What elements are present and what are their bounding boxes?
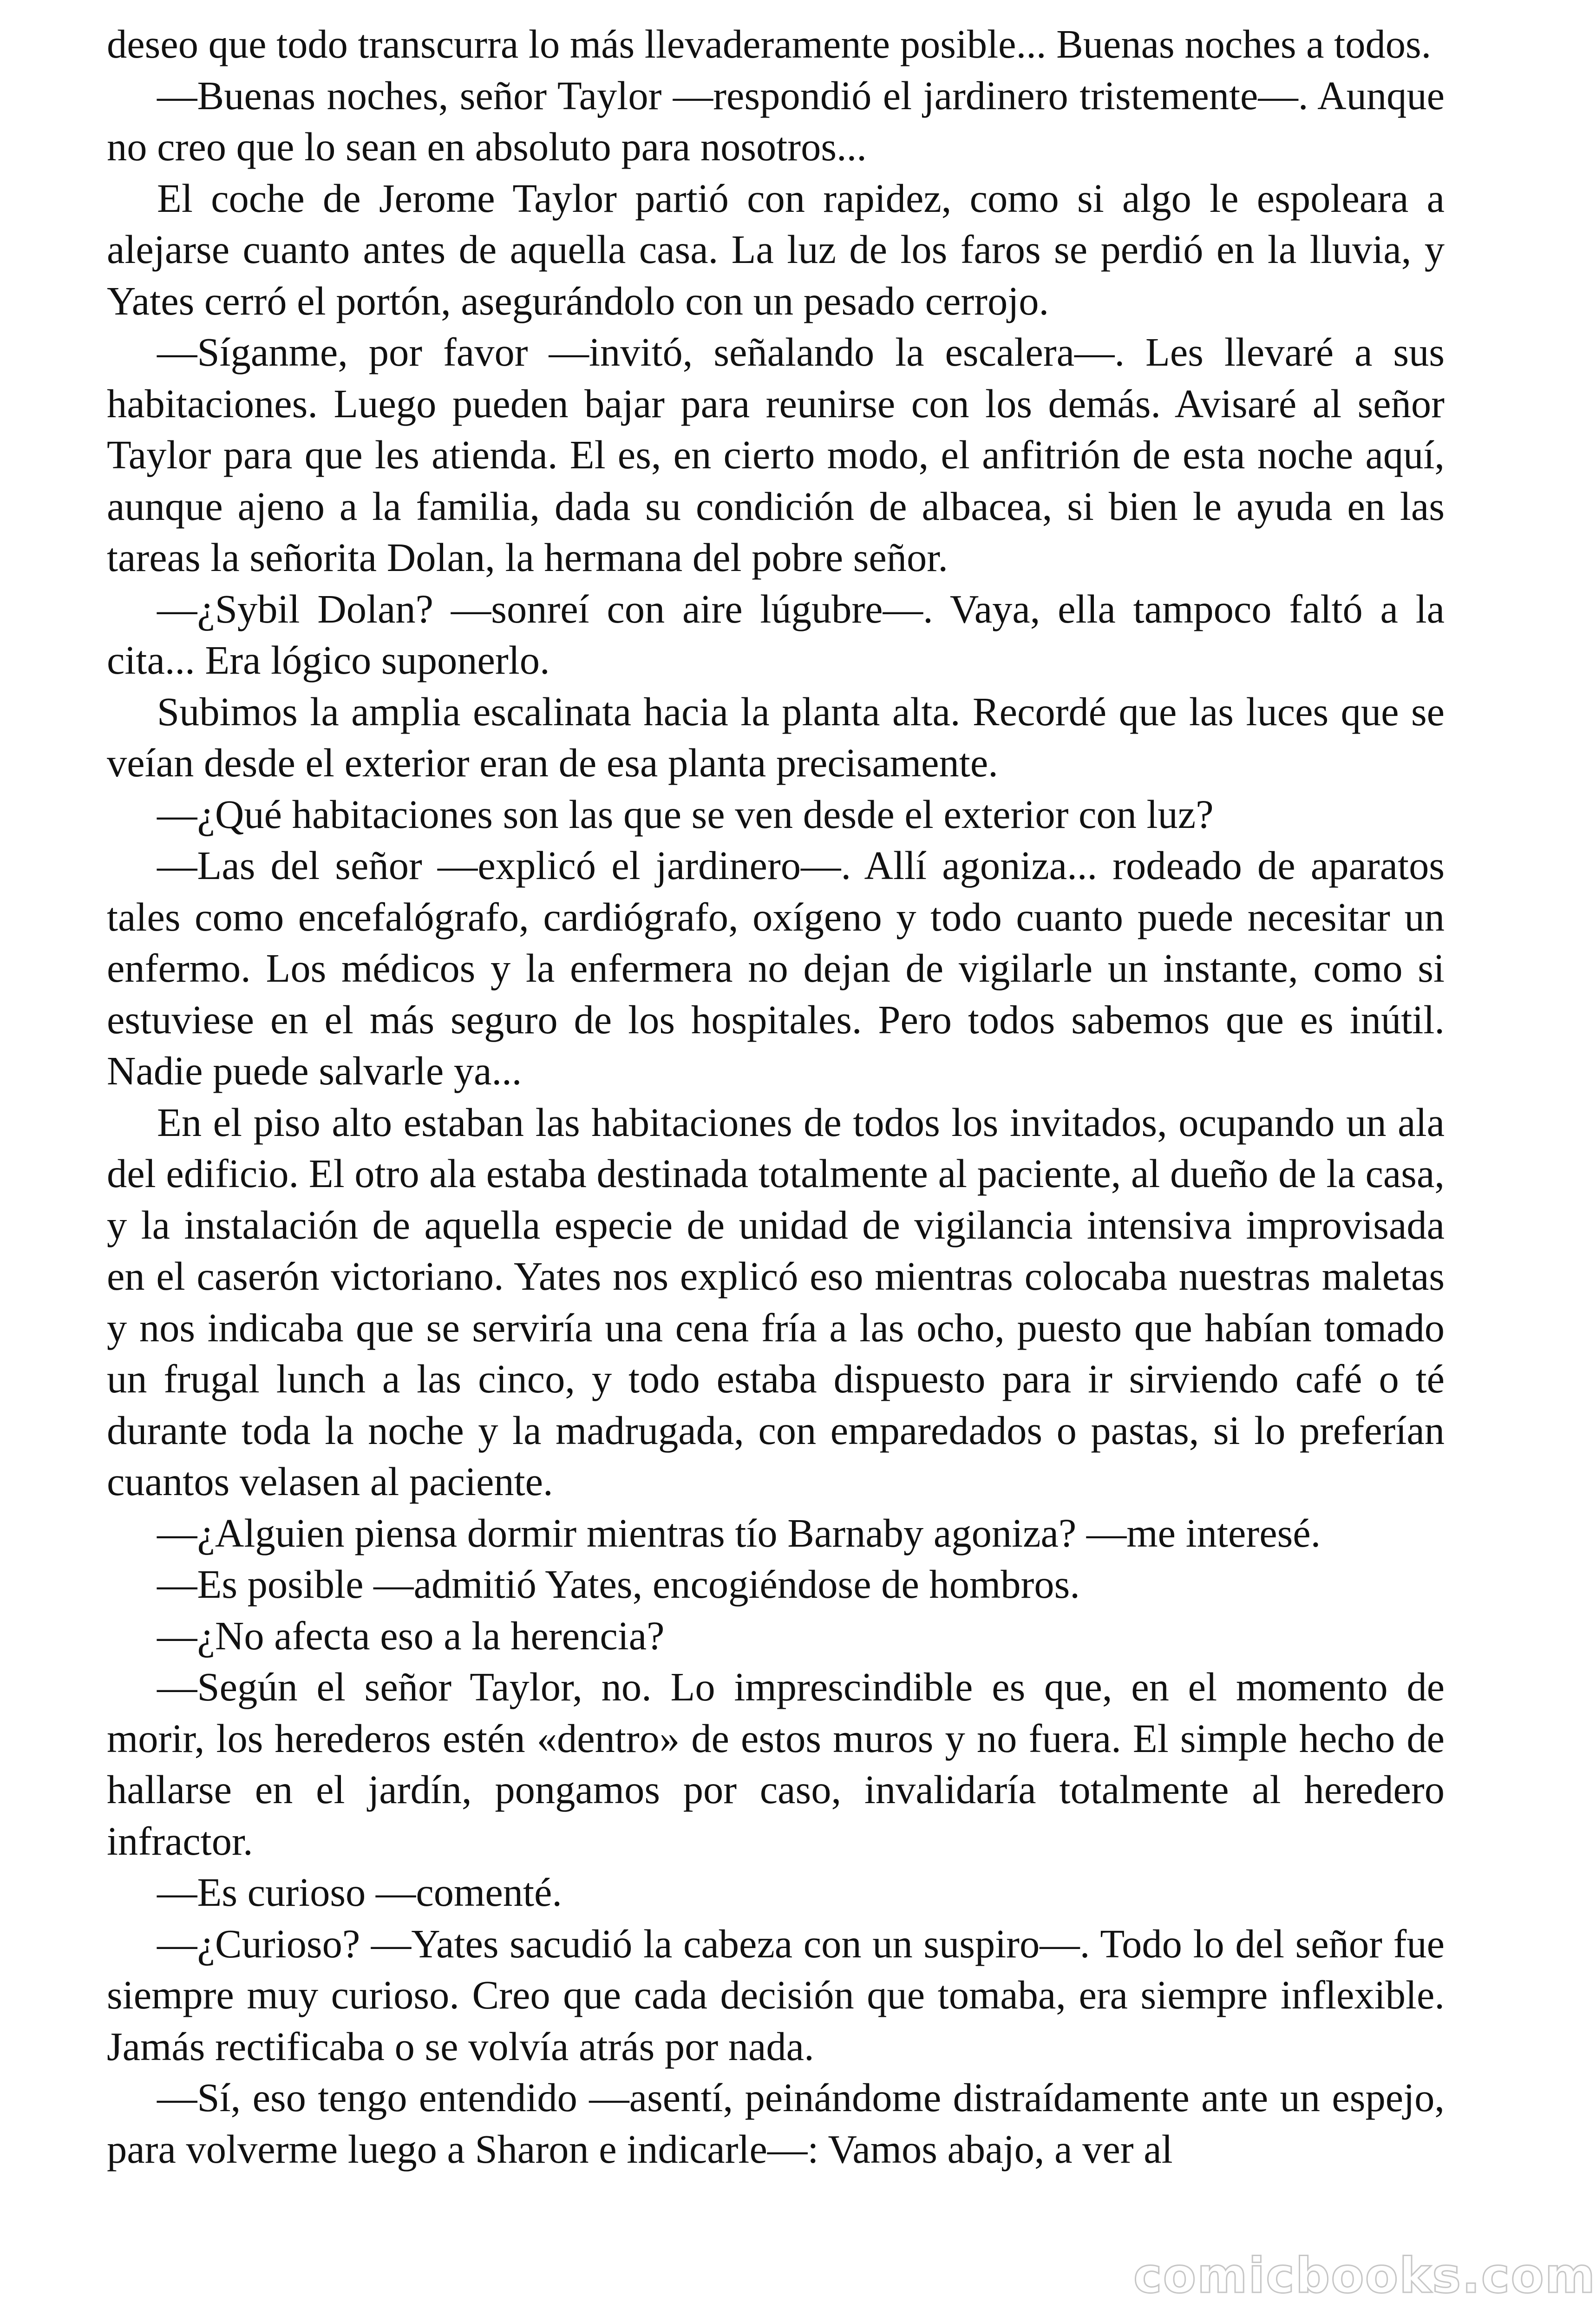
paragraph: Subimos la amplia escalinata hacia la planta alta. Recordé que las luces que se veían desde el exterior eran de esa planta precisamente. — [107, 689, 1445, 785]
paragraph: deseo que todo transcurra lo más llevaderamente posible... Buenas noches a todos. — [107, 22, 1432, 66]
paragraph: —Buenas noches, señor Taylor —respondió el jardinero tristemente—. Aunque no creo que lo sean en absoluto para nosotros... — [107, 73, 1445, 169]
paragraph: —Es curioso —comenté. — [157, 1870, 563, 1915]
paragraph: —¿Sybil Dolan? —sonreí con aire lúgubre—. Vaya, ella tampoco faltó a la cita... Era lógico suponerlo. — [107, 586, 1445, 682]
paragraph: —Es posible —admitió Yates, encogiéndose de hombros. — [157, 1562, 1080, 1607]
book-page — [107, 19, 1445, 2175]
paragraph: En el piso alto estaban las habitaciones de todos los invitados, ocupando un ala del edificio. El otro ala estaba destinada totalmente al paciente, al dueño de la casa, y la instalación de aquella especie de unidad de vigilancia intensiva improvisada en el caserón victoriano. Yates nos explicó eso mientras colocaba nuestras maletas y nos indicaba que se serviría una cena fría a las ocho, puesto que habían tomado un frugal lunch a las cinco, y todo estaba dispuesto para ir sirviendo café o té durante toda la noche y la madrugada, con emparedados o pastas, si lo preferían cuantos velasen al paciente. — [107, 1100, 1445, 1504]
paragraph: El coche de Jerome Taylor partió con rapidez, como si algo le espoleara a alejarse cuanto antes de aquella casa. La luz de los faros se perdió en la lluvia, y Yates cerró el portón, asegurándolo con un pesado cerrojo. — [107, 176, 1445, 323]
paragraph: —Según el señor Taylor, no. Lo imprescindible es que, en el momento de morir, los herederos estén «dentro» de estos muros y no fuera. El simple hecho de hallarse en el jardín, pongamos por caso, invalidaría totalmente al heredero infractor. — [107, 1665, 1445, 1864]
paragraph: —Las del señor —explicó el jardinero—. Allí agoniza... rodeado de aparatos tales como encefalógrafo, cardiógrafo, oxígeno y todo cuanto puede necesitar un enfermo. Los médicos y la enfermera no dejan de vigilarle un instante, como si estuviese en el más seguro de los hospitales. Pero todos sabemos que es inútil. Nadie puede salvarle ya... — [107, 843, 1445, 1093]
paragraph: —¿Curioso? —Yates sacudió la cabeza con un suspiro—. Todo lo del señor fue siempre muy curioso. Creo que cada decisión que tomaba, era siempre inflexible. Jamás rectificaba o se volvía atrás por nada. — [107, 1921, 1445, 2069]
paragraph: —¿Alguien piensa dormir mientras tío Barnaby agoniza? —me interesé. — [157, 1510, 1321, 1555]
watermark: comicbooks.com — [1133, 2247, 1596, 2304]
paragraph: —Sí, eso tengo entendido —asentí, peinándome distraídamente ante un espejo, para volverme luego a Sharon e indicarle—: Vamos abajo, a ver al — [107, 2075, 1445, 2172]
paragraph: —Síganme, por favor —invitó, señalando la escalera—. Les llevaré a sus habitaciones. Luego pueden bajar para reunirse con los demás. Avisaré al señor Taylor para que les atienda. El es, en cierto modo, el anfitrión de esta noche aquí, aunque ajeno a la familia, dada su condición de albacea, si bien le ayuda en las tareas la señorita Dolan, la hermana del pobre señor. — [107, 330, 1445, 580]
paragraph: —¿Qué habitaciones son las que se ven desde el exterior con luz? — [157, 792, 1214, 837]
paragraph: —¿No afecta eso a la herencia? — [157, 1613, 665, 1658]
